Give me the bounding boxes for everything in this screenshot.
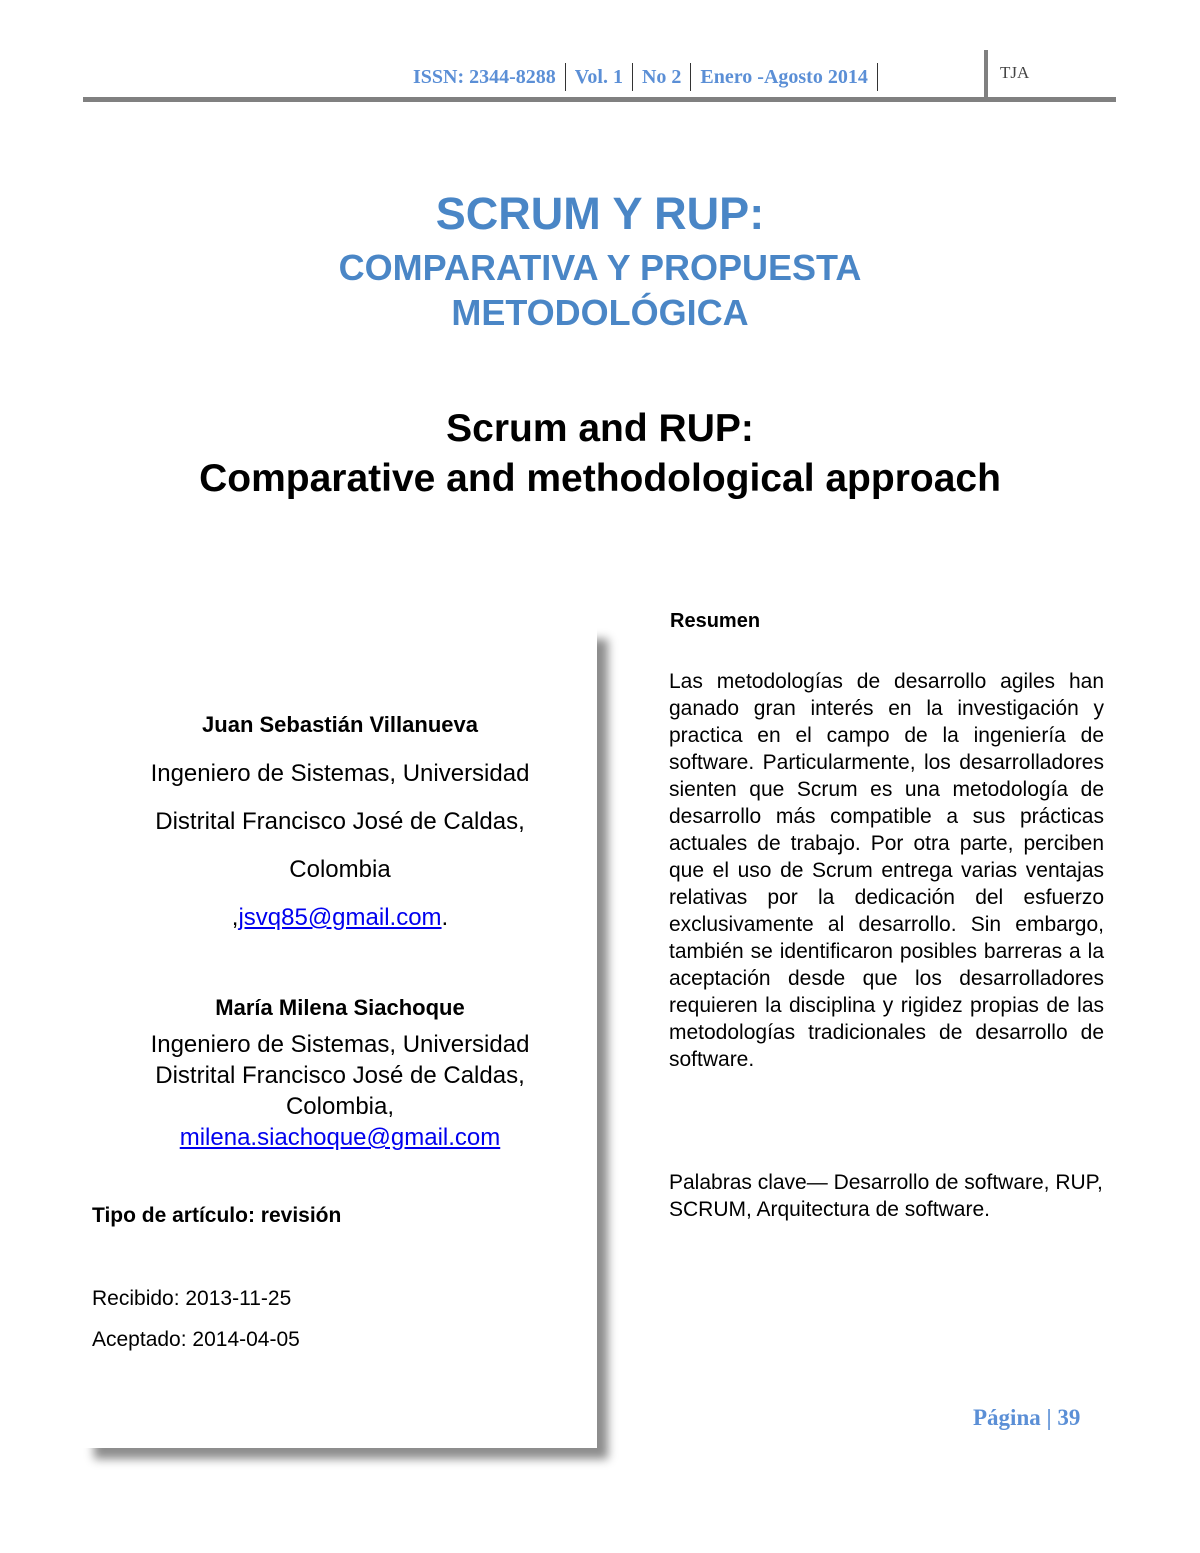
author-1-email-line — [83, 904, 597, 932]
author-2-affiliation-line: Colombia, — [285, 1093, 395, 1120]
header-separator — [632, 63, 633, 91]
author-1-affiliation-line: Distrital Francisco José de Caldas, — [155, 808, 525, 835]
title-es-line2 — [0, 245, 1200, 335]
page-footer — [973, 1405, 1080, 1431]
period: Enero -Agosto 2014 — [700, 65, 868, 88]
header-separator — [690, 63, 691, 91]
author-1-email-link[interactable]: jsvq85@gmail.com — [238, 904, 442, 931]
abstract-title: Resumen — [670, 610, 761, 632]
author-1-affiliation-line: Colombia — [289, 856, 391, 883]
authors-box — [83, 628, 597, 1448]
issue-number: No 2 — [641, 65, 682, 88]
keywords: Palabras clave— Desarrollo de software, RUP, SCRUM, Arquitectura de software. — [669, 1171, 1103, 1221]
header-separator — [565, 63, 566, 91]
accepted-date: Aceptado: 2014-04-05 — [92, 1328, 300, 1351]
author-1-affiliation-line: Ingeniero de Sistemas, Universidad — [150, 760, 530, 787]
footer-separator: | — [1046, 1405, 1052, 1430]
title-es-line1: SCRUM Y RUP: — [435, 188, 765, 239]
abstract-body: Las metodologías de desarrollo agiles han ganado gran interés en la investigación y practica en el campo de la ingeniería de software. Particularmente, los desarrolladores sienten que Scrum es una metodología de desarrollo más compatible a sus prácticas actuales de trabajo. Por otra parte, perciben que el uso de Scrum entrega varias ventajas relativas por la dedicación del esfuerzo exclusivamente al desarrollo. Sin embargo, también se identificaron posibles barreras a la aceptación desde que los desarrolladores requieren la disciplina y rigidez propias de las metodologías tradicionales de desarrollo de software. — [669, 670, 1104, 1071]
title-en-line2: Comparative and methodological approach — [199, 457, 1001, 500]
title-en — [0, 404, 1200, 504]
author-1-email-suffix: . — [441, 904, 449, 931]
author-2-email-link[interactable]: milena.siachoque@gmail.com — [179, 1124, 501, 1151]
issn: ISSN: 2344-8288 — [413, 65, 556, 88]
title-en-line1: Scrum and RUP: — [446, 407, 754, 450]
received-date: Recibido: 2013-11-25 — [92, 1287, 292, 1310]
article-type: Tipo de artículo: revisión — [92, 1204, 342, 1227]
journal-logo: TJA — [1000, 63, 1030, 82]
author-2-name: María Milena Siachoque — [215, 995, 465, 1020]
header-vertical-bar — [984, 50, 988, 100]
title-es-line2-text: COMPARATIVA Y PROPUESTA — [338, 247, 862, 288]
author-2-email-line — [83, 1124, 597, 1152]
header-rule — [83, 97, 1116, 102]
page-label: Página — [973, 1405, 1041, 1430]
author-2-affiliation-line: Distrital Francisco José de Caldas, — [155, 1062, 525, 1089]
author-1-email-prefix: , — [231, 904, 239, 931]
title-es-line3-text: METODOLÓGICA — [451, 292, 749, 333]
author-2-affiliation-line: Ingeniero de Sistemas, Universidad — [150, 1031, 530, 1058]
header-separator — [877, 63, 878, 91]
volume: Vol. 1 — [574, 65, 623, 88]
author-1-name: Juan Sebastián Villanueva — [202, 712, 478, 737]
journal-header — [413, 62, 887, 92]
page-number: 39 — [1057, 1405, 1081, 1430]
